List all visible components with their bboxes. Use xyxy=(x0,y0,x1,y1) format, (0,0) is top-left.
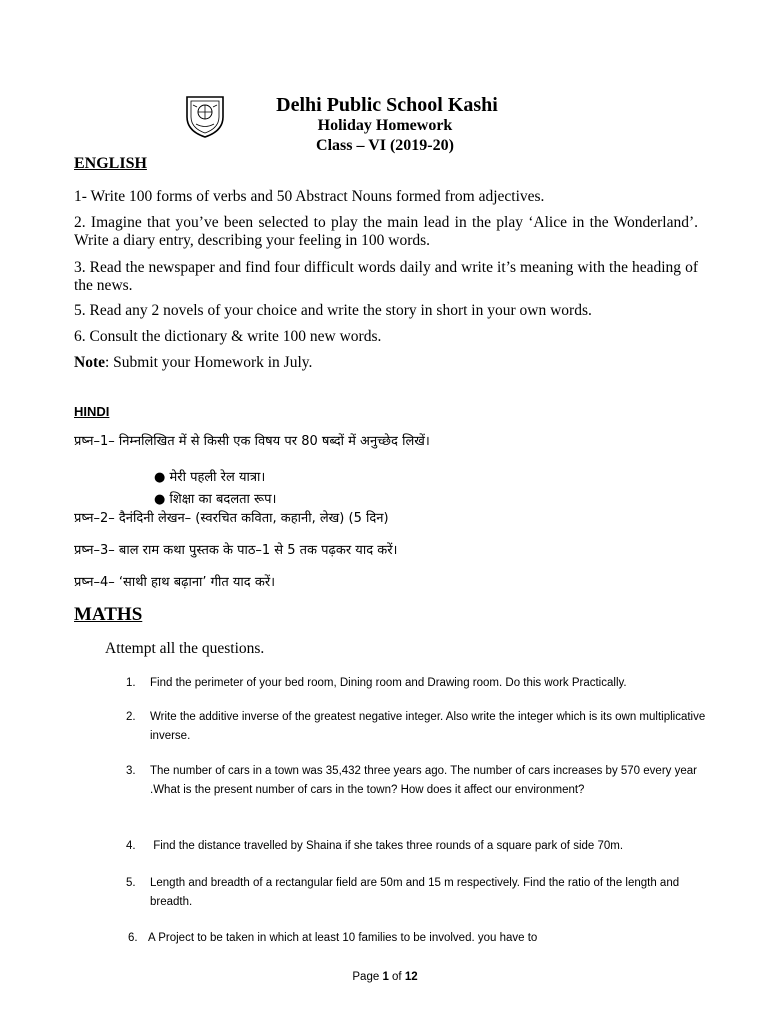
note-text: : Submit your Homework in July. xyxy=(105,354,313,371)
hindi-question-3: प्रष्न–3– बाल राम कथा पुस्तक के पाठ–1 से 5 तक पढ़कर याद करें। xyxy=(74,543,398,558)
english-item-5: 5. Read any 2 novels of your choice and write the story in short in your own words. xyxy=(74,302,592,319)
english-note xyxy=(74,354,698,372)
hindi-question-2: प्रष्न–2– दैनंदिनी लेखन– (स्वरचित कविता, कहानी, लेख) (5 दिन) xyxy=(74,511,389,526)
homework-title: Holiday Homework xyxy=(317,117,453,134)
english-item-3: 3. Read the newspaper and find four difficult words daily and write it’s meaning with the heading of the news. xyxy=(74,259,698,294)
maths-question-5: 5. Length and breadth of a rectangular field are 50m and 15 m respectively. Find the ratio of the length and breadth. xyxy=(126,877,680,908)
note-label: Note xyxy=(74,354,105,371)
page-total: 12 xyxy=(404,971,418,983)
english-item-2: 2. Imagine that you’ve been selected to play the main lead in the play ‘Alice in the Wonderland’. Write a diary entry, describing your feeling in 100 words. xyxy=(74,214,698,249)
maths-question-6: 6. A Project to be taken in which at least 10 families to be involved. you have to xyxy=(128,932,538,944)
english-item-6: 6. Consult the dictionary & write 100 new words. xyxy=(74,328,382,345)
maths-question-3: 3. The number of cars in a town was 35,432 three years ago. The number of cars increases by 570 every year .What is the present number of cars in the town? How does it affect our environment? xyxy=(126,765,697,796)
hindi-question-4: प्रष्न–4– ‘साथी हाथ बढ़ाना’ गीत याद करें। xyxy=(74,575,276,590)
hindi-question-1: प्रष्न–1– निम्नलिखित में से किसी एक विषय पर 80 षब्दों में अनुच्छेद लिखें। xyxy=(74,434,430,449)
maths-intro: Attempt all the questions. xyxy=(105,640,265,657)
page-number: 1 xyxy=(382,971,389,983)
class-line: Class – VI (2019-20) xyxy=(316,137,454,154)
hindi-heading: HINDI xyxy=(74,404,110,419)
bullet-dot-icon: ● xyxy=(154,492,170,507)
english-item-1: 1- Write 100 forms of verbs and 50 Abstract Nouns formed from adjectives. xyxy=(74,188,545,205)
school-name: Delhi Public School Kashi xyxy=(276,94,498,116)
english-heading: ENGLISH xyxy=(74,155,147,172)
bullet-dot-icon: ● xyxy=(154,470,170,485)
page-footer: Page 1 of 12 xyxy=(352,971,418,983)
hindi-bullet-2: ● शिक्षा का बदलता रूप। xyxy=(154,492,277,507)
maths-question-2: 2. Write the additive inverse of the greatest negative integer. Also write the integer which is its own multiplicative inverse. xyxy=(126,711,706,742)
maths-question-1: 1. Find the perimeter of your bed room, Dining room and Drawing room. Do this work Practically. xyxy=(126,677,627,689)
maths-heading: MATHS xyxy=(74,604,143,625)
hindi-bullet-1: ● मेरी पहली रेल यात्रा। xyxy=(154,470,266,485)
maths-question-4: 4. Find the distance travelled by Shaina if she takes three rounds of a square park of side 70m. xyxy=(126,840,624,852)
